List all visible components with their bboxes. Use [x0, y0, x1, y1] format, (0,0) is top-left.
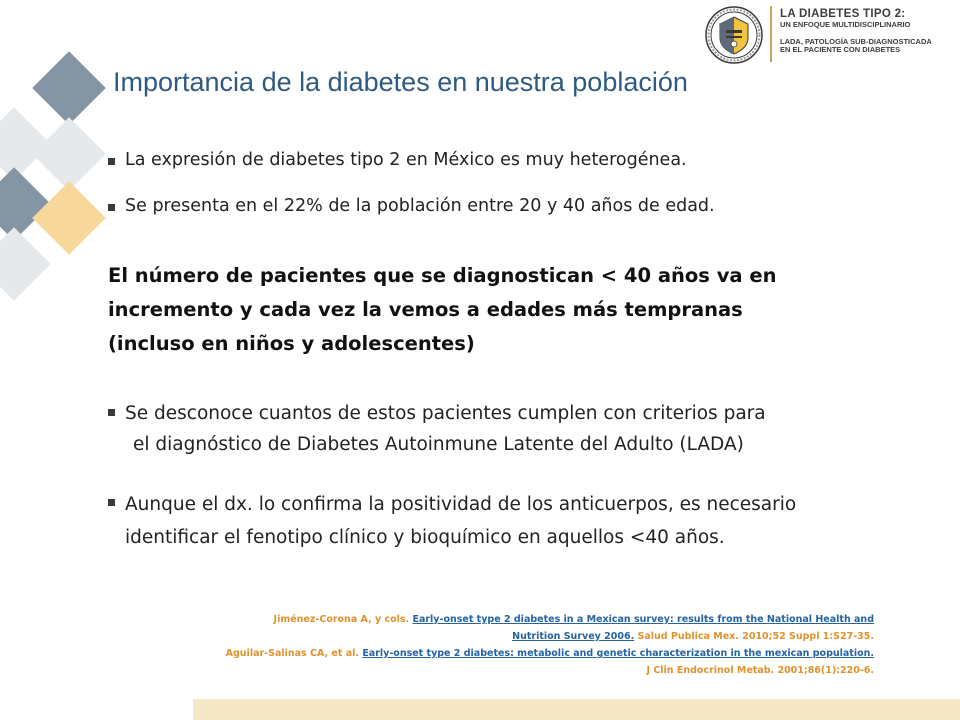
header-subtitle-line2: EN EL PACIENTE CON DIABETES [780, 45, 901, 55]
reference-link[interactable]: Early-onset type 2 diabetes: metabolic and genetic characterization in the mexican population. [362, 648, 874, 659]
reference-link[interactable]: Early-onset type 2 diabetes in a Mexican survey: results from the National Health and [412, 614, 874, 625]
bullet-item [108, 150, 687, 170]
bullet-text: La expresión de diabetes tipo 2 en México es muy heterogénea. [125, 150, 687, 170]
bullet-item [108, 196, 715, 216]
header-divider [770, 6, 772, 62]
emphasis-line: El número de pacientes que se diagnostican < 40 años va en [108, 264, 777, 287]
reference-link[interactable]: Nutrition Survey 2006. [512, 631, 635, 642]
bullet-text: Se presenta en el 22% de la población entre 20 y 40 años de edad. [125, 196, 715, 216]
header-title-line2: UN ENFOQUE MULTIDISCIPLINARIO [780, 20, 911, 30]
page-title: Importancia de la diabetes en nuestra población [113, 67, 688, 97]
footer-bar [193, 699, 960, 720]
decor-diamond-gold [32, 181, 106, 255]
emphasis-paragraph [108, 259, 776, 361]
bullet-text-continuation: identificar el fenotipo clínico y bioquímico en aquellos <40 años. [125, 527, 725, 548]
reference-source: Salud Publica Mex. 2010;52 Suppl 1:S27-35. [634, 631, 874, 642]
references [226, 611, 874, 679]
bullet-text: Aunque el dx. lo confirma la positividad de los anticuerpos, es necesario [125, 494, 797, 515]
bullet-square-icon [108, 499, 115, 506]
emphasis-line: (incluso en niños y adolescentes) [108, 332, 475, 355]
decor-diamond-light [32, 117, 106, 191]
emphasis-line: incremento y cada vez la vemos a edades más tempranas [108, 298, 743, 321]
decor-diamond-light [0, 227, 51, 301]
reference-authors: Jiménez-Corona A, y cols. [273, 614, 413, 625]
bullet-item [108, 398, 766, 460]
institution-seal-icon [704, 4, 764, 66]
header-event-title [780, 8, 956, 55]
reference-authors: Aguilar-Salinas CA, et al. [225, 648, 363, 659]
bullet-square-icon [108, 204, 115, 211]
bullet-square-icon [108, 158, 115, 165]
reference-source: J Clin Endocrinol Metab. 2001;86(1):220-6. [646, 665, 874, 676]
bullet-square-icon [108, 409, 115, 416]
decor-diamond-gray [32, 51, 106, 125]
header-title-line1: LA DIABETES TIPO 2: [780, 8, 906, 20]
bullet-text-continuation: el diagnóstico de Diabetes Autoinmune Latente del Adulto (LADA) [133, 434, 744, 455]
bullet-item [108, 488, 796, 554]
header-subtitle-line1: LADA, PATOLOGÍA SUB-DIAGNOSTICADA [780, 36, 932, 46]
bullet-text: Se desconoce cuantos de estos pacientes cumplen con criterios para [125, 403, 766, 424]
